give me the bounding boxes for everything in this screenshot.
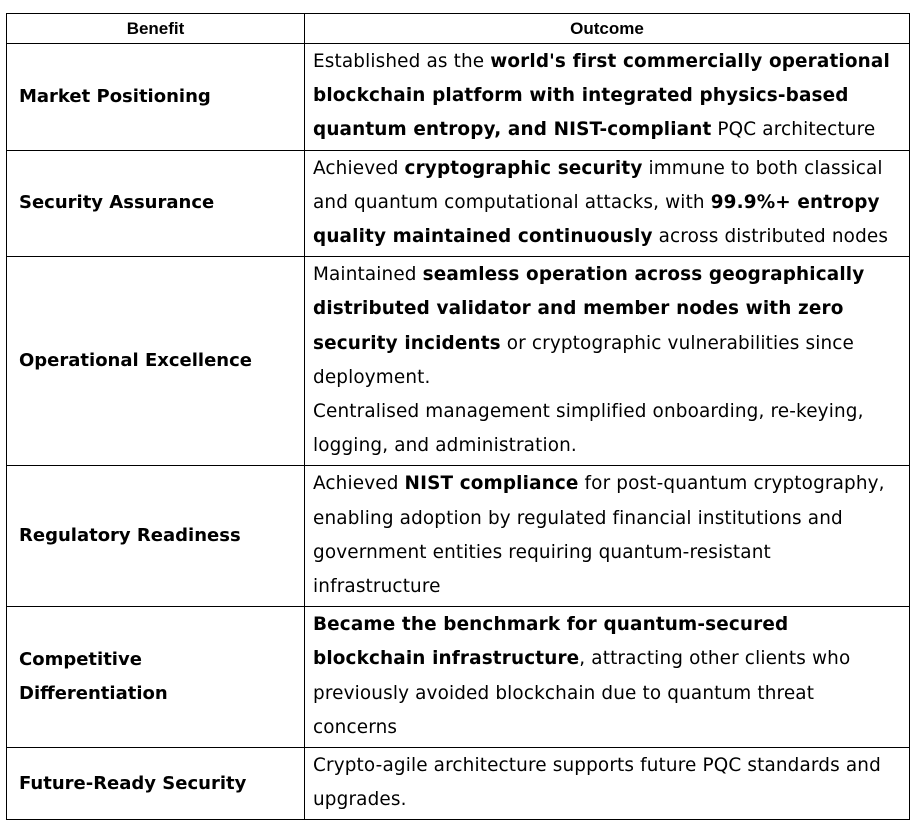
outcome-cell [305, 607, 910, 748]
outcome-cell [305, 44, 910, 151]
outcome-text: immune to both classical and quantum computational attacks, with [313, 157, 883, 213]
outcome-text: Achieved [313, 157, 405, 179]
table-row [7, 466, 910, 607]
outcome-text: for post-quantum cryptography, enabling adoption by regulated financial institutions and government entities requiring quantum-resistant infrastructure [313, 473, 885, 598]
benefit-cell: Regulatory Readiness [7, 466, 305, 607]
outcome-cell [305, 257, 910, 466]
benefits-table [6, 13, 910, 820]
table-row [7, 150, 910, 257]
table-body [7, 44, 910, 820]
outcome-paragraph [313, 45, 901, 148]
header-outcome: Outcome [305, 14, 910, 44]
outcome-text: Established as the [313, 51, 491, 72]
outcome-text-bold: NIST compliance [404, 473, 579, 495]
outcome-text: Crypto-agile architecture supports future PQC standards and upgrades. [313, 755, 881, 811]
header-benefit: Benefit [7, 14, 305, 44]
table-row [7, 257, 910, 466]
outcome-cell [305, 150, 910, 257]
header-row [7, 14, 910, 44]
outcome-text: , attracting other clients who previously avoided blockchain due to quantum threat concerns [313, 648, 851, 738]
outcome-text-bold: seamless operation across geographically distributed validator and member nodes with zero security incidents [313, 264, 865, 354]
outcome-text: Centralised management simplified onboarding, re-keying, logging, and administration. [313, 401, 864, 457]
outcome-paragraph [313, 152, 901, 255]
table-row [7, 44, 910, 151]
outcome-paragraph [313, 467, 901, 604]
table-row [7, 607, 910, 748]
outcome-text-bold: 99.9%+ entropy quality maintained continuously [313, 191, 880, 248]
table-row [7, 748, 910, 820]
outcome-paragraph [313, 395, 901, 463]
benefit-cell: Security Assurance [7, 150, 305, 257]
benefit-cell: Operational Excellence [7, 257, 305, 466]
outcome-text: Maintained [313, 264, 423, 286]
outcome-paragraph [313, 749, 901, 817]
outcome-cell [305, 748, 910, 820]
benefit-cell: Market Positioning [7, 44, 305, 151]
benefit-cell: Future-Ready Security [7, 748, 305, 820]
outcome-text-bold: cryptographic security [404, 157, 643, 179]
outcome-paragraph [313, 608, 901, 745]
benefit-cell: Competitive Differentiation [7, 607, 305, 748]
table-header [7, 14, 910, 44]
outcome-cell [305, 466, 910, 607]
outcome-text: Achieved [313, 473, 405, 495]
outcome-text: PQC architecture [711, 119, 876, 141]
outcome-text: or cryptographic vulnerabilities since deployment. [313, 332, 854, 388]
outcome-paragraph [313, 258, 901, 395]
outcome-text-bold: world's first commercially operational blockchain platform with integrated physics-based quantum entropy, and NIST-compliant [313, 51, 890, 141]
outcome-text: across distributed nodes [652, 226, 889, 248]
outcome-text-bold: Became the benchmark for quantum-secured blockchain infrastructure [313, 614, 789, 670]
